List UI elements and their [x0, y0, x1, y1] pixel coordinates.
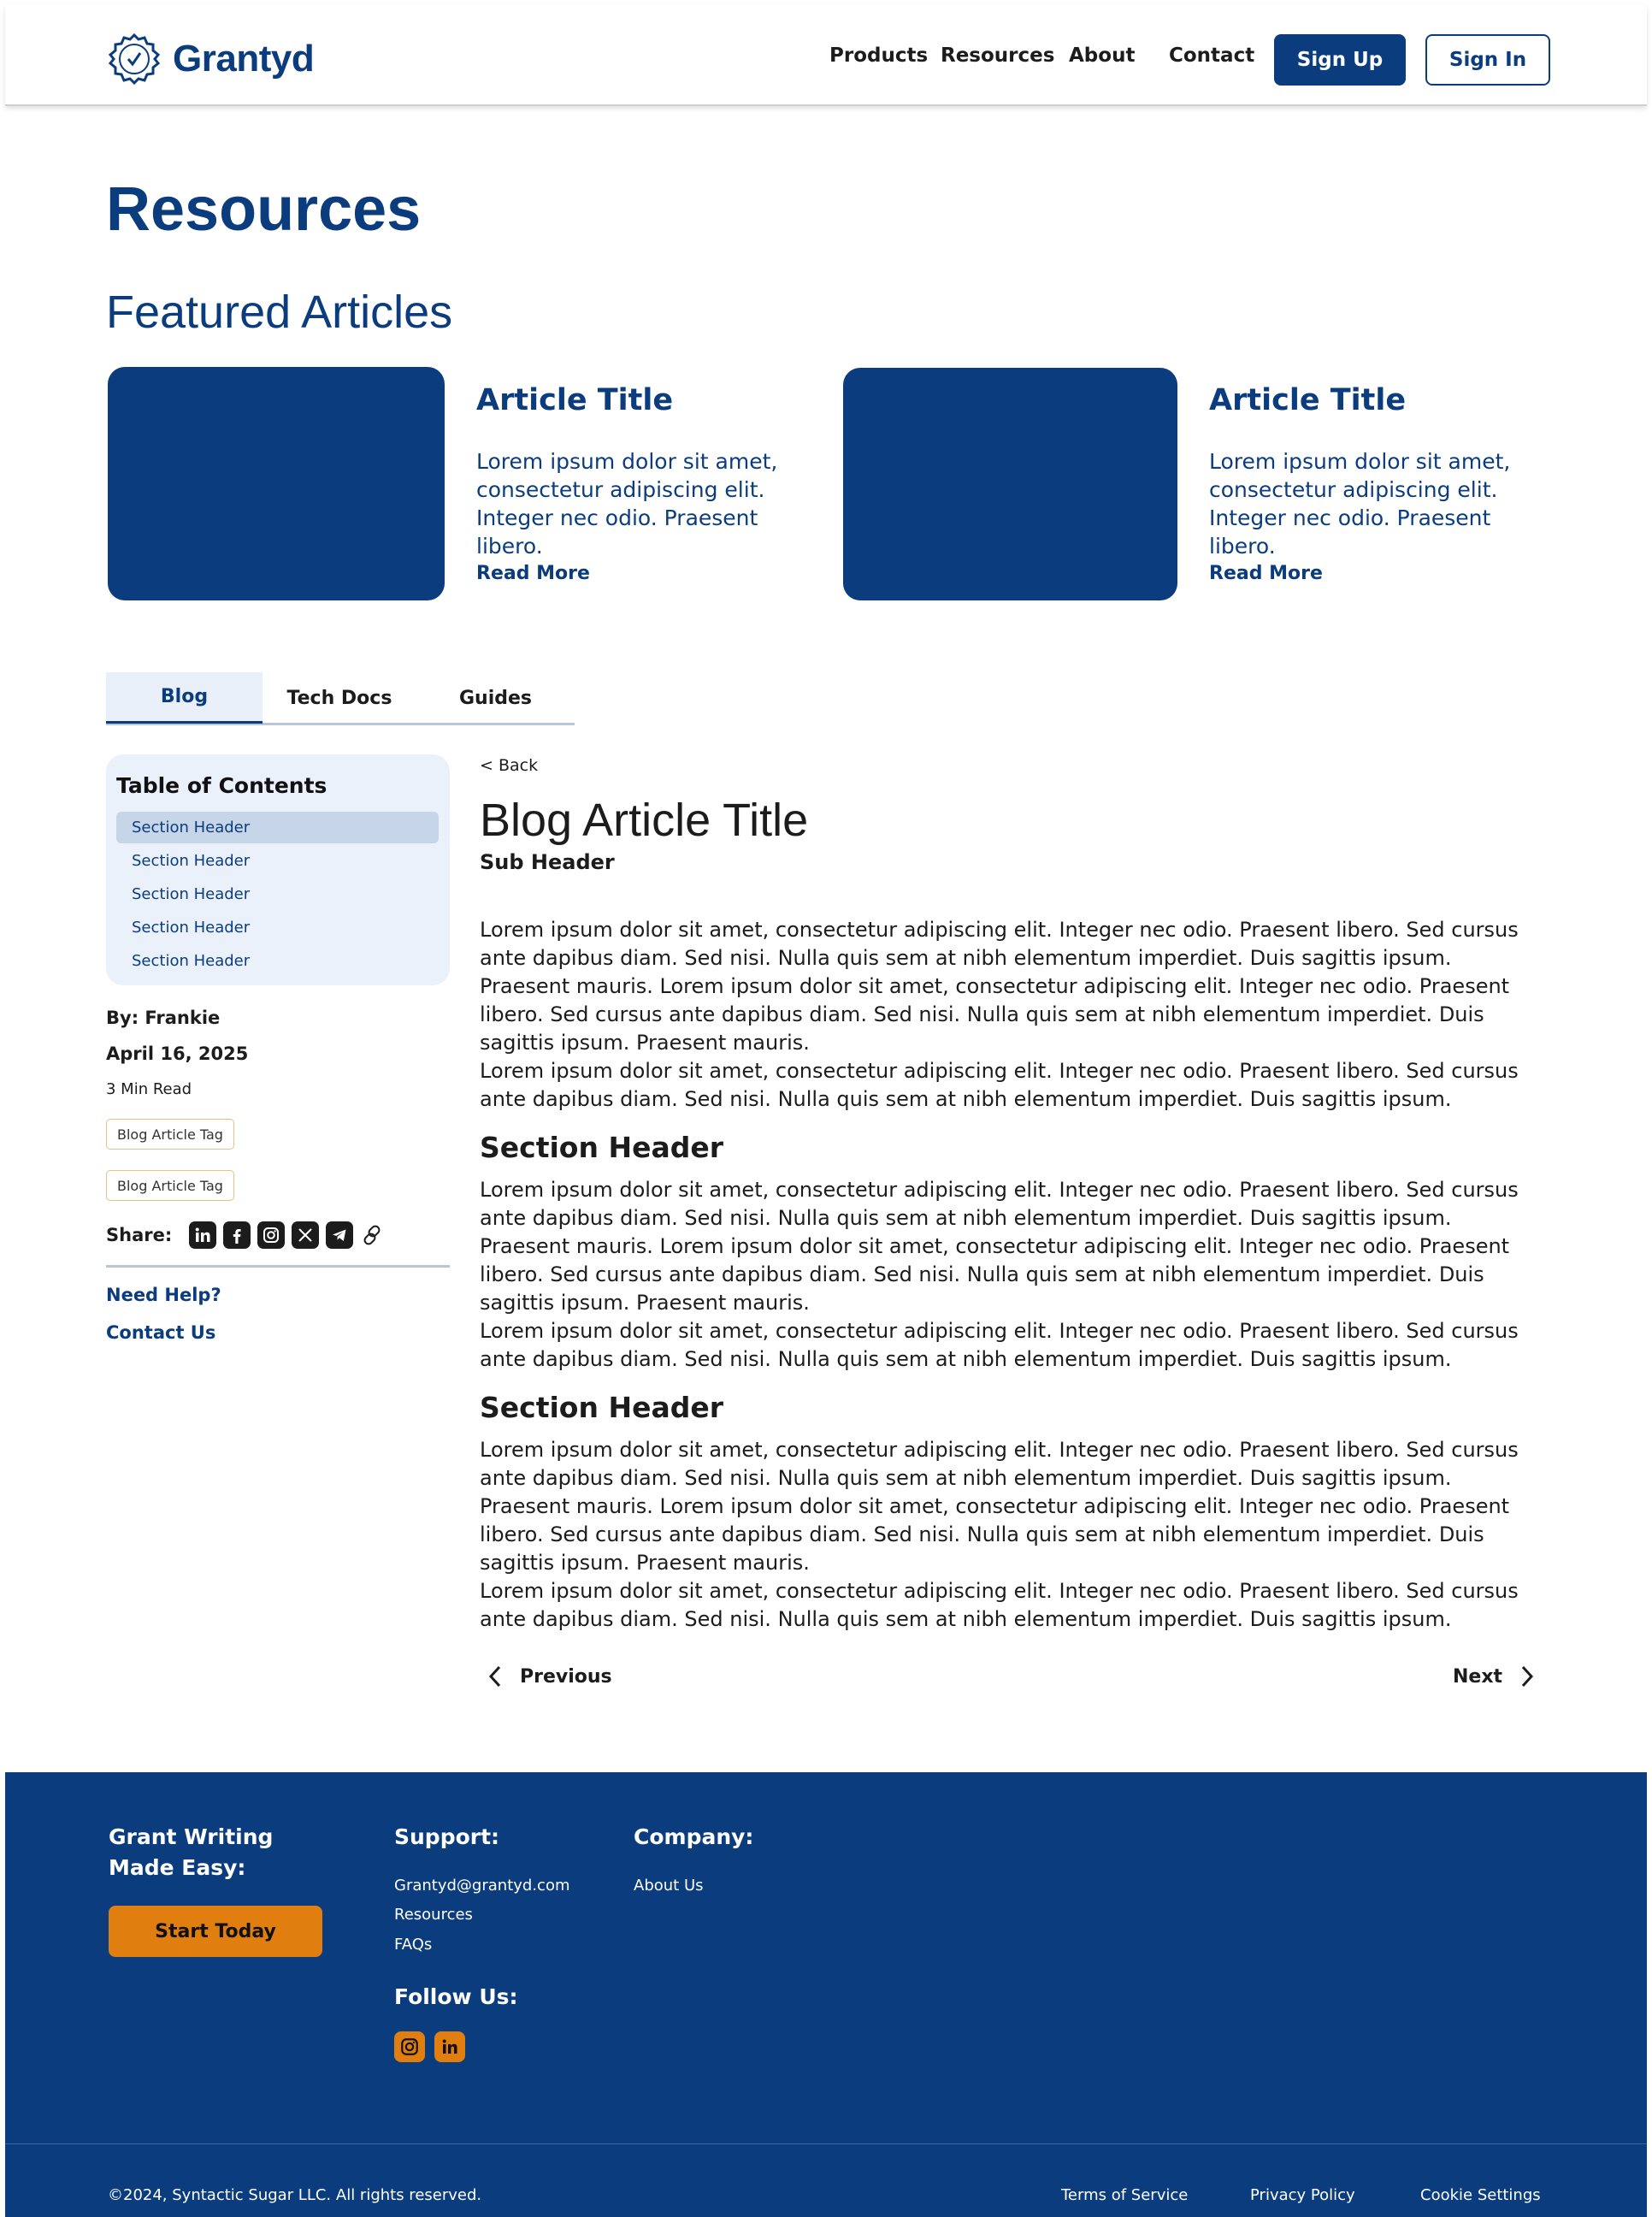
logo[interactable]: [108, 29, 314, 89]
article-paragraph: Lorem ipsum dolor sit amet, consectetur adipiscing elit. Integer nec odio. Praesent libero. Sed cursus ante dapibus diam. Sed nisi. Nulla quis sem at nibh elementum imperdiet. Duis sagittis ipsum.: [480, 1579, 1519, 1631]
toc-item[interactable]: Section Header: [116, 812, 439, 843]
article-tag[interactable]: Blog Article Tag: [106, 1170, 234, 1201]
sign-up-button[interactable]: Sign Up: [1274, 34, 1406, 86]
back-link[interactable]: < Back: [480, 756, 539, 775]
toc-title: Table of Contents: [116, 773, 327, 798]
article-paragraph: Lorem ipsum dolor sit amet, consectetur adipiscing elit. Integer nec odio. Praesent libero. Sed cursus ante dapibus diam. Sed nisi. Nulla quis sem at nibh elementum imperdiet. Duis sagittis ipsum. Praesent mauris. Lorem ipsum dolor sit amet, consectetur adipiscing elit. Integer nec odio. Praesent libero. Sed cursus ante dapibus diam. Sed nisi. Nulla quis sem at nibh elementum imperdiet. Duis sagittis ipsum. Praesent mauris.: [480, 918, 1519, 1055]
company-heading: Company:: [634, 1824, 754, 1849]
need-help-link[interactable]: Need Help?: [106, 1285, 221, 1305]
nav-products[interactable]: Products: [829, 44, 929, 67]
next-button[interactable]: [1453, 1664, 1535, 1688]
share-label: Share:: [106, 1225, 173, 1245]
toc-item[interactable]: Section Header: [132, 919, 251, 937]
tab-blog[interactable]: Blog: [106, 672, 263, 724]
featured-description: Lorem ipsum dolor sit amet, consectetur adipiscing elit. Integer nec odio. Praesent libero.: [1209, 449, 1511, 559]
site-header: [5, 5, 1647, 106]
article-title: Blog Article Title: [480, 795, 809, 846]
featured-image[interactable]: [843, 368, 1177, 600]
cookie-settings-link[interactable]: Cookie Settings: [1420, 2186, 1541, 2204]
badge-check-icon: [108, 33, 161, 86]
support-email-link[interactable]: Grantyd@grantyd.com: [394, 1877, 570, 1895]
nav-resources[interactable]: Resources: [941, 44, 1055, 67]
sidebar-divider: [106, 1265, 450, 1268]
article-tag[interactable]: Blog Article Tag: [106, 1119, 234, 1150]
tab-guides[interactable]: Guides: [458, 687, 533, 709]
instagram-icon[interactable]: [257, 1221, 285, 1249]
tab-tech-docs[interactable]: Tech Docs: [286, 687, 392, 709]
article-paragraph: Lorem ipsum dolor sit amet, consectetur adipiscing elit. Integer nec odio. Praesent libero. Sed cursus ante dapibus diam. Sed nisi. Nulla quis sem at nibh elementum imperdiet. Duis sagittis ipsum. Praesent mauris. Lorem ipsum dolor sit amet, consectetur adipiscing elit. Integer nec odio. Praesent libero. Sed cursus ante dapibus diam. Sed nisi. Nulla quis sem at nibh elementum imperdiet. Duis sagittis ipsum. Praesent mauris.: [480, 1438, 1519, 1575]
previous-label: Previous: [520, 1665, 612, 1688]
privacy-link[interactable]: Privacy Policy: [1250, 2186, 1355, 2204]
linkedin-icon[interactable]: [189, 1221, 216, 1249]
footer-resources-link[interactable]: Resources: [394, 1906, 473, 1924]
telegram-icon[interactable]: [326, 1221, 353, 1249]
featured-title[interactable]: Article Title: [476, 383, 674, 417]
featured-title[interactable]: Article Title: [1209, 383, 1407, 417]
footer-linkedin-icon[interactable]: [434, 2031, 465, 2062]
toc-item[interactable]: Section Header: [132, 885, 251, 903]
contact-us-link[interactable]: Contact Us: [106, 1322, 216, 1343]
page-title: Resources: [106, 175, 422, 244]
copyright: ©2024, Syntactic Sugar LLC. All rights reserved.: [108, 2186, 482, 2204]
chevron-left-icon: [487, 1664, 503, 1688]
share-row: [106, 1221, 384, 1249]
support-heading: Support:: [394, 1824, 500, 1849]
resource-tabs: [106, 672, 575, 725]
featured-heading: Featured Articles: [106, 287, 453, 338]
link-icon[interactable]: [360, 1223, 384, 1247]
featured-description: Lorem ipsum dolor sit amet, consectetur adipiscing elit. Integer nec odio. Praesent libero.: [476, 449, 778, 559]
read-more-link[interactable]: Read More: [476, 563, 590, 584]
about-us-link[interactable]: About Us: [634, 1877, 704, 1895]
article-paragraph: Lorem ipsum dolor sit amet, consectetur adipiscing elit. Integer nec odio. Praesent libero. Sed cursus ante dapibus diam. Sed nisi. Nulla quis sem at nibh elementum imperdiet. Duis sagittis ipsum.: [480, 1319, 1519, 1371]
footer-faqs-link[interactable]: FAQs: [394, 1936, 433, 1954]
footer-divider: [5, 2143, 1647, 2144]
publish-date: April 16, 2025: [106, 1043, 249, 1064]
nav-about[interactable]: About: [1069, 44, 1136, 67]
nav-contact[interactable]: Contact: [1169, 44, 1255, 67]
article-subheader: Sub Header: [480, 850, 615, 874]
previous-button[interactable]: [487, 1664, 612, 1688]
toc-item[interactable]: Section Header: [132, 852, 251, 870]
toc-item[interactable]: Section Header: [132, 952, 251, 970]
facebook-icon[interactable]: [223, 1221, 251, 1249]
read-more-link[interactable]: Read More: [1209, 563, 1323, 584]
footer-instagram-icon[interactable]: [394, 2031, 425, 2062]
sign-in-button[interactable]: Sign In: [1425, 34, 1550, 86]
brand-name: Grantyd: [173, 38, 315, 80]
section-header: Section Header: [480, 1131, 723, 1164]
x-twitter-icon[interactable]: [292, 1221, 319, 1249]
start-today-button[interactable]: Start Today: [109, 1906, 322, 1957]
article-paragraph: Lorem ipsum dolor sit amet, consectetur adipiscing elit. Integer nec odio. Praesent libero. Sed cursus ante dapibus diam. Sed nisi. Nulla quis sem at nibh elementum imperdiet. Duis sagittis ipsum. Praesent mauris. Lorem ipsum dolor sit amet, consectetur adipiscing elit. Integer nec odio. Praesent libero. Sed cursus ante dapibus diam. Sed nisi. Nulla quis sem at nibh elementum imperdiet. Duis sagittis ipsum. Praesent mauris.: [480, 1178, 1519, 1315]
footer-tagline: Grant Writing Made Easy:: [109, 1824, 274, 1880]
table-of-contents: [106, 754, 450, 985]
next-label: Next: [1453, 1665, 1503, 1688]
section-header: Section Header: [480, 1391, 723, 1424]
follow-heading: Follow Us:: [394, 1984, 518, 2009]
site-footer: [5, 1772, 1647, 2217]
article-paragraph: Lorem ipsum dolor sit amet, consectetur adipiscing elit. Integer nec odio. Praesent libero. Sed cursus ante dapibus diam. Sed nisi. Nulla quis sem at nibh elementum imperdiet. Duis sagittis ipsum.: [480, 1059, 1519, 1111]
featured-image[interactable]: [108, 367, 445, 600]
chevron-right-icon: [1519, 1664, 1535, 1688]
terms-link[interactable]: Terms of Service: [1061, 2186, 1189, 2204]
author: By: Frankie: [106, 1008, 221, 1028]
read-time: 3 Min Read: [106, 1080, 192, 1098]
